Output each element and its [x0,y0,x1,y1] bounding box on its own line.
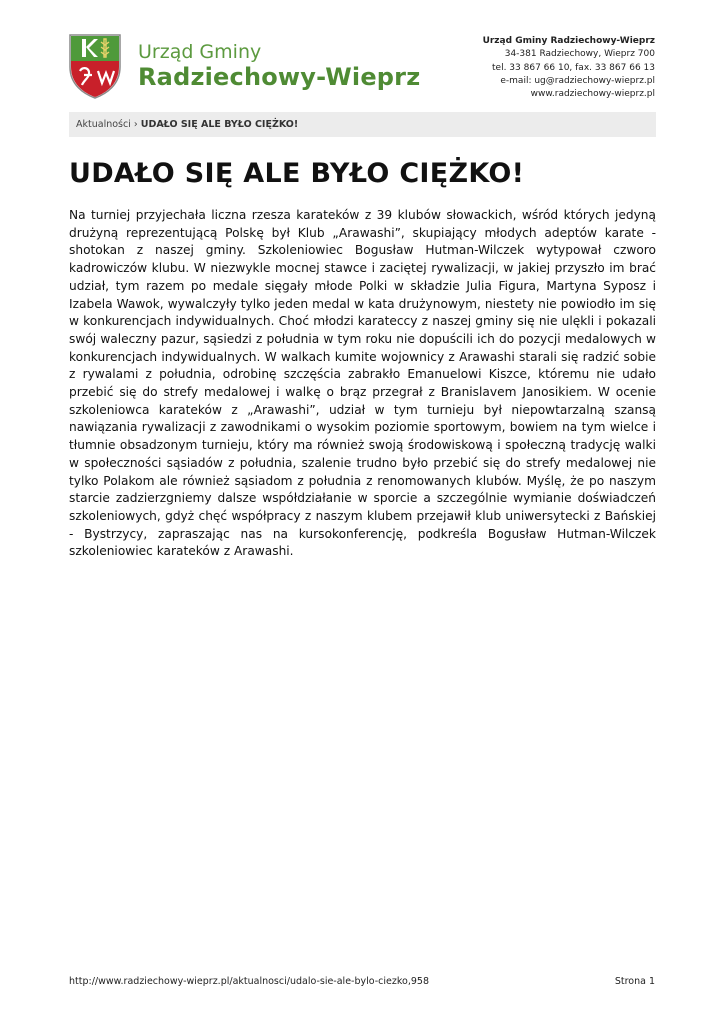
footer-url[interactable]: http://www.radziechowy-wieprz.pl/aktualnosci/udalo-sie-ale-bylo-ciezko,958 [69,976,429,987]
logo-title-line2: Radziechowy-Wieprz [138,63,421,91]
article-title: UDAŁO SIĘ ALE BYŁO CIĘŻKO! [69,158,525,189]
breadcrumb [69,112,656,137]
coat-of-arms-icon [68,33,122,99]
footer-page-number: Strona 1 [614,976,655,987]
logo-title-line1: Urząd Gminy [138,41,262,63]
contact-phone: tel. 33 867 66 10, fax. 33 867 66 13 [492,62,655,73]
breadcrumb-parent-link[interactable]: Aktualności [76,119,131,130]
article-body: Na turniej przyjechała liczna rzesza karateków z 39 klubów słowackich, wśród których jedyną drużyną reprezentującą Polskę był Klub „Arawashi”, skupiający młodych adeptów karate - shotokan z naszej gminy. Szkoleniowiec Bogusław Hutman-Wilczek wytypował czworo kadrowiczów klubu. W niezwykle mocnej stawce i zaciętej rywalizacji, w jakiej przyszło im brać udział, tym razem po medale sięgały młode Polki w składzie Julia Figura, Martyna Syposz i Izabela Wawok, wywalczyły tylko jeden medal w kata drużynowym, niestety nie powiodło im się w konkurencjach indywidualnych. Choć młodzi karateccy z naszej gminy się nie ulękli i pokazali swój waleczny pazur, sąsiedzi z południa w tym roku nie dopuścili ich do pozycji medalowych w konkurencjach indywidualnych. W walkach kumite wojownicy z Arawashi starali się radzić sobie z rywalami z południa, odrobinę szczęścia zabrakło Emanuelowi Kiszce, któremu nie udało przebić się do strefy medalowej i walkę o brąz przegrał z Branislavem Janosikiem. W ocenie szkoleniowca karateków z „Arawashi”, udział w tym turnieju był niepowtarzalną szansą nawiązania rywalizacji z zawodnikami o wysokim poziomie sportowym, bowiem na tym wielce i tłumnie obsadzonym turnieju, który ma również swoją środowiskową i społeczną tradycję walki w społeczności sąsiadów z południa, szalenie trudno było przebić się do strefy medalowej nie tylko Polakom ale również sąsiadom z południa z renomowanych klubów. Myślę, że po naszym starcie zadzierzgniemy dalsze współdziałanie w sporcie a szczególnie wymianie doświadczeń szkoleniowych, gdyż chęć współpracy z naszym klubem przejawił klub uniwersytecki z Bańskiej - Bystrzycy, zapraszając nas na kursokonferencję, podkreśla Bogusław Hutman-Wilczek szkoleniowiec karateków z Arawashi. [69,208,656,559]
breadcrumb-current: UDAŁO SIĘ ALE BYŁO CIĘŻKO! [140,119,299,130]
contact-block [483,35,655,101]
contact-website[interactable]: www.radziechowy-wieprz.pl [530,89,655,100]
breadcrumb-separator: › [133,119,138,130]
contact-org: Urząd Gminy Radziechowy-Wieprz [482,36,655,46]
contact-address: 34-381 Radziechowy, Wieprz 700 [504,49,655,60]
contact-email[interactable]: e-mail: ug@radziechowy-wieprz.pl [500,75,655,86]
site-logo[interactable] [68,33,421,103]
